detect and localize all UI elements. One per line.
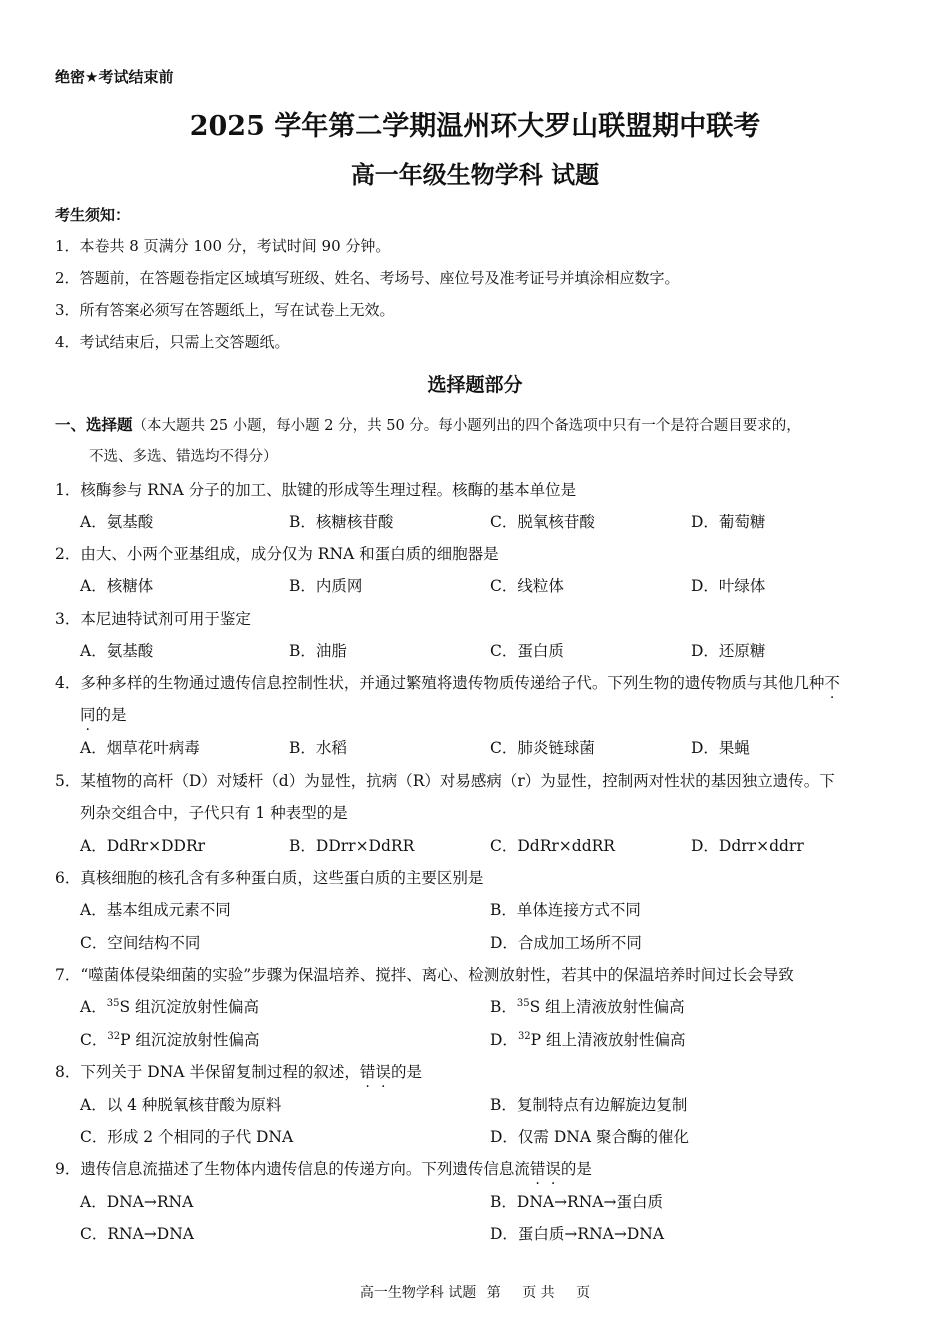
question-stem — [55, 1157, 592, 1179]
option-b: B．复制特点有边解旋边复制 — [490, 1096, 688, 1114]
option-c — [80, 1028, 259, 1050]
option-text: P 组上清液放射性偏高 — [530, 1031, 686, 1049]
section-title: 选择题部分 — [427, 374, 523, 396]
notice-heading: 考生须知： — [55, 206, 131, 224]
option-a: A．基本组成元素不同 — [80, 901, 231, 919]
notice-item: 1．本卷共 8 页满分 100 分，考试时间 90 分钟。 — [55, 237, 391, 255]
option-text: P 组沉淀放射性偏高 — [120, 1031, 260, 1049]
option-letter: B． — [490, 998, 517, 1016]
notice-item: 3．所有答案必须写在答题纸上，写在试卷上无效。 — [55, 301, 395, 319]
emphasis-char: 错 — [529, 1160, 546, 1178]
option-a: A．氨基酸 — [80, 513, 154, 531]
option-a: A．DdRr×DDRr — [80, 837, 206, 855]
emphasis-char: 误 — [375, 1063, 391, 1081]
option-c: C．肺炎链球菌 — [490, 739, 595, 757]
isotope-mass: 32 — [517, 1030, 531, 1042]
option-b: B．核糖核苷酸 — [289, 513, 394, 531]
page-footer — [0, 1282, 950, 1302]
question-stem: 7．“噬菌体侵染细菌的实验”步骤为保温培养、搅拌、离心、检测放射性，若其中的保温培养时间过长会导致 — [55, 966, 794, 984]
footer-page-label: 第 — [486, 1285, 501, 1301]
question-stem: 3．本尼迪特试剂可用于鉴定 — [55, 610, 251, 628]
option-b — [490, 995, 685, 1017]
option-c: C．DdRr×ddRR — [490, 837, 615, 855]
option-a: A．烟草花叶病毒 — [80, 739, 200, 757]
option-b: B．DDrr×DdRR — [289, 837, 415, 855]
exam-subtitle: 高一年级生物学科 试题 — [350, 160, 600, 189]
emphasis-char: 误 — [545, 1160, 561, 1178]
option-d — [490, 1028, 686, 1050]
emphasis-char: 同 — [80, 706, 96, 724]
option-letter: C． — [80, 1031, 108, 1049]
question-stem: 6．真核细胞的核孔含有多种蛋白质，这些蛋白质的主要区别是 — [55, 869, 484, 887]
part-description: （本大题共 25 小题，每小题 2 分，共 50 分。每小题列出的四个备选项中只有一个是符合题目要求的， — [132, 418, 801, 434]
option-c: C．空间结构不同 — [80, 934, 201, 952]
option-b: B．内质网 — [289, 577, 363, 595]
option-text: S 组上清液放射性偏高 — [529, 998, 685, 1016]
stem-text: 的是 — [390, 1063, 422, 1081]
stem-text: 的是 — [560, 1160, 592, 1178]
question-stem: 5．某植物的高杆（D）对矮杆（d）为显性，抗病（R）对易感病（r）为显性，控制两对性状的基因独立遗传。下 — [55, 772, 835, 790]
stem-text: 8．下列关于 DNA 半保留复制过程的叙述， — [55, 1063, 360, 1081]
option-c: C．脱氧核苷酸 — [490, 513, 595, 531]
question-stem — [55, 1060, 422, 1082]
emphasis-char: 不 — [824, 674, 840, 692]
option-c: C．RNA→DNA — [80, 1225, 194, 1243]
footer-page-suffix: 页 — [576, 1285, 591, 1301]
stem-text: 4．多种多样的生物通过遗传信息控制性状，并通过繁殖将遗传物质传递给子代。下列生物的遗传物质与其他几种 — [55, 674, 825, 692]
footer-total-label: 页 共 — [522, 1285, 555, 1301]
option-d: D．Ddrr×ddrr — [691, 837, 804, 855]
option-b: B．单体连接方式不同 — [490, 901, 641, 919]
question-stem-cont — [80, 703, 127, 725]
option-letter: D． — [490, 1031, 518, 1049]
notice-item: 4．考试结束后，只需上交答题纸。 — [55, 333, 290, 351]
option-a — [80, 995, 259, 1017]
option-d: D．叶绿体 — [691, 577, 766, 595]
option-b: B．水稻 — [289, 739, 347, 757]
part-description-2: 不选、多选、错选均不得分） — [89, 449, 278, 465]
option-b: B．油脂 — [289, 642, 347, 660]
part-heading — [55, 413, 801, 435]
question-stem: 2．由大、小两个亚基组成，成分仅为 RNA 和蛋白质的细胞器是 — [55, 545, 499, 563]
emphasis-char: 错 — [359, 1063, 376, 1081]
option-c: C．线粒体 — [490, 577, 564, 595]
question-stem-cont: 列杂交组合中，子代只有 1 种表型的是 — [80, 804, 348, 822]
option-letter: A． — [80, 998, 107, 1016]
option-a: A．核糖体 — [80, 577, 154, 595]
option-a: A．以 4 种脱氧核苷酸为原料 — [80, 1096, 282, 1114]
stem-text: 9．遗传信息流描述了生物体内遗传信息的传递方向。下列遗传信息流 — [55, 1160, 530, 1178]
option-d: D．果蝇 — [691, 739, 750, 757]
option-d: D．合成加工场所不同 — [490, 934, 642, 952]
isotope-mass: 35 — [516, 997, 530, 1009]
question-stem: 1．核酶参与 RNA 分子的加工、肽键的形成等生理过程。核酶的基本单位是 — [55, 481, 577, 499]
option-d: D．蛋白质→RNA→DNA — [490, 1225, 665, 1243]
option-a: A．DNA→RNA — [80, 1193, 194, 1211]
option-d: D．葡萄糖 — [691, 513, 766, 531]
option-c: C．形成 2 个相同的子代 DNA — [80, 1128, 294, 1146]
footer-subject: 高一生物学科 试题 — [359, 1285, 477, 1301]
option-c: C．蛋白质 — [490, 642, 564, 660]
notice-item: 2．答题前，在答题卷指定区域填写班级、姓名、考场号、座位号及准考证号并填涂相应数字。 — [55, 269, 680, 287]
part-label: 一、选择题 — [55, 415, 133, 434]
question-stem — [55, 671, 840, 693]
confidential-label: 绝密★考试结束前 — [55, 68, 174, 86]
option-d: D．还原糖 — [691, 642, 766, 660]
option-d: D．仅需 DNA 聚合酶的催化 — [490, 1128, 689, 1146]
option-b: B．DNA→RNA→蛋白质 — [490, 1193, 663, 1211]
option-text: S 组沉淀放射性偏高 — [119, 998, 259, 1016]
isotope-mass: 32 — [107, 1030, 121, 1042]
isotope-mass: 35 — [106, 997, 120, 1009]
stem-text: 的是 — [95, 706, 127, 724]
option-a: A．氨基酸 — [80, 642, 154, 660]
exam-title: 2025 学年第二学期温州环大罗山联盟期中联考 — [189, 111, 761, 142]
